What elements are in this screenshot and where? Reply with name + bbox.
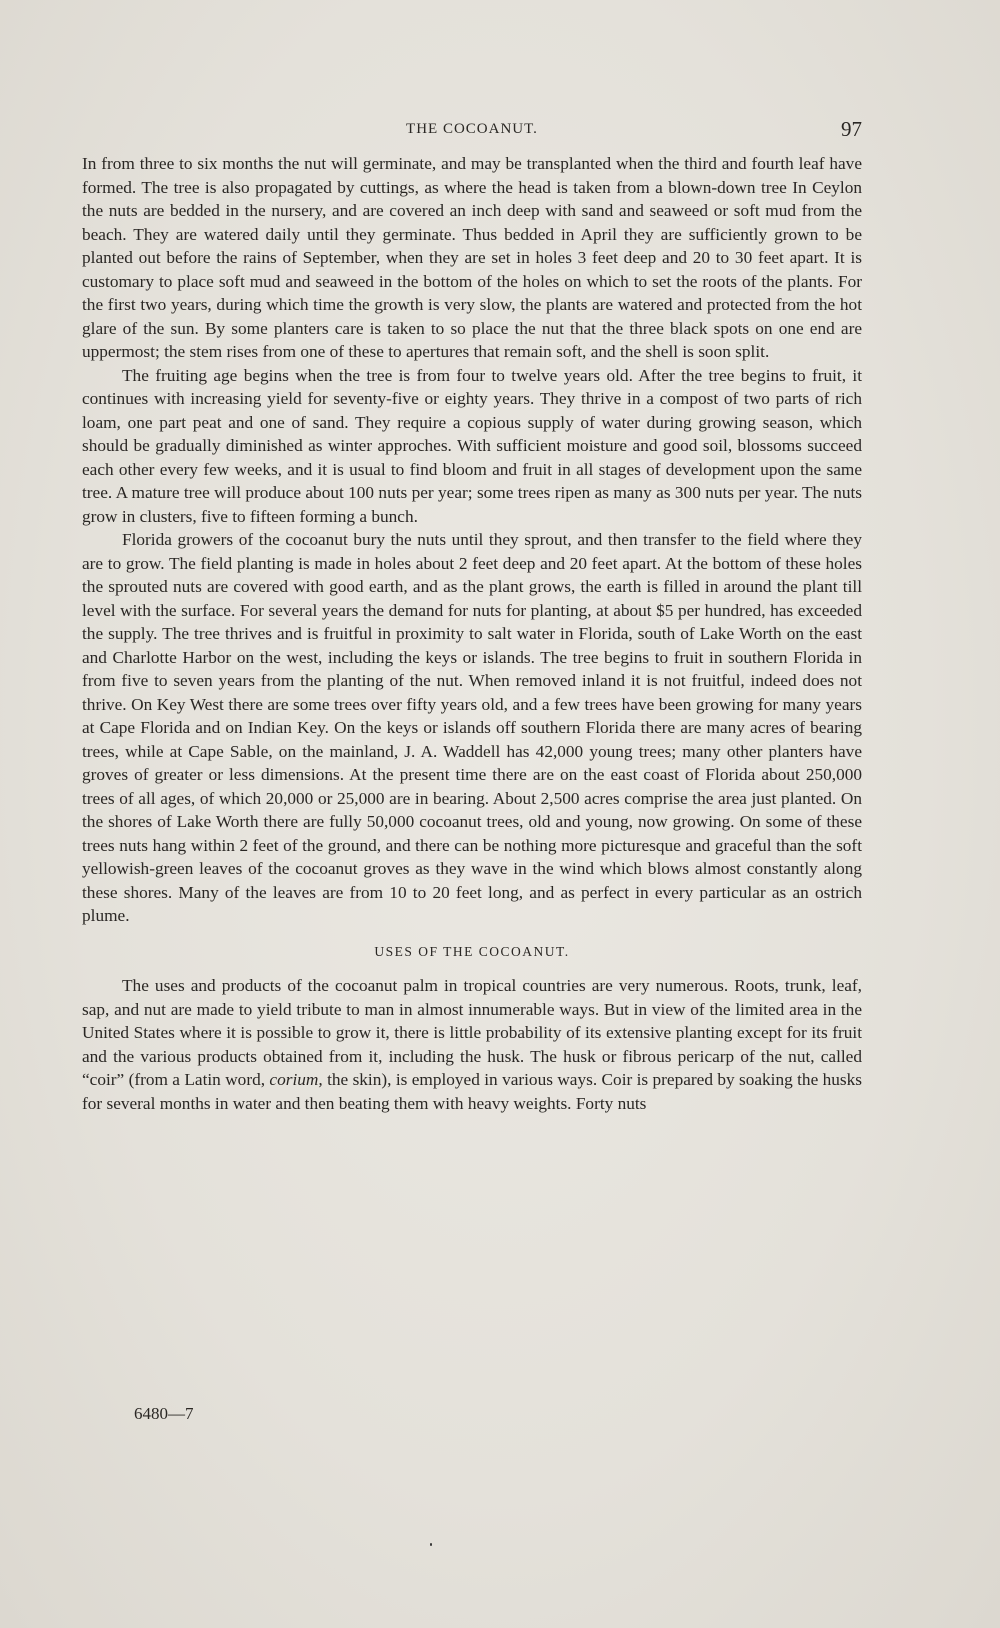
page-number: 97: [841, 117, 862, 141]
running-head: [82, 117, 862, 141]
uses-text-part-1: The uses and products of the cocoanut palm in tropical countries are very numerous. Roots, trunk, leaf, sap, and nut are made to yield tribute to man in almost innumerable ways. But in view of the limited area in the United States where it is possible to grow it, there is little probability of its extensive planting except for its fruit and the various products obtained from it, including the husk. The husk or fibrous pericarp of the nut, called “coir” (from a Latin word,: [82, 976, 862, 1089]
paper-speck: [430, 1543, 432, 1546]
body-text: [82, 152, 862, 1115]
paragraph-florida-growers: Florida growers of the cocoanut bury the nuts until they sprout, and then transfer to the field where they are to grow. The field planting is made in holes about 2 feet deep and 20 feet apart. At the bottom of these holes the sprouted nuts are covered with good earth, and as the plant grows, the earth is filled in around the plant till level with the surface. For several years the demand for nuts for planting, at about $5 per hundred, has exceeded the supply. The tree thrives and is fruitful in proximity to salt water in Florida, south of Lake Worth on the east and Charlotte Harbor on the west, including the keys or islands. The tree begins to fruit in southern Florida in from five to seven years from the planting of the nut. When removed inland it is not fruitful, indeed does not thrive. On Key West there are some trees over fifty years old, and a few trees have been growing for many years at Cape Florida and on Indian Key. On the keys or islands off southern Florida there are many acres of bearing trees, while at Cape Sable, on the mainland, J. A. Waddell has 42,000 young trees; many other planters have groves of greater or less dimensions. At the present time there are on the east coast of Florida about 250,000 trees of all ages, of which 20,000 or 25,000 are in bearing. About 2,500 acres comprise the area just planted. On the shores of Lake Worth there are fully 50,000 cocoanut trees, old and young, now growing. On some of these trees nuts hang within 2 feet of the ground, and there can be nothing more picturesque and graceful than the soft yellowish-green leaves of the cocoanut groves as they wave in the wind which blows almost constantly along these shores. Many of the leaves are from 10 to 20 feet long, and as perfect in every particular as an ostrich plume.: [82, 530, 862, 925]
italic-latin-word: corium,: [269, 1070, 323, 1089]
paragraph-uses: [82, 974, 862, 1115]
running-title: THE COCOANUT.: [406, 121, 538, 137]
uses-text-part-2: the skin), is employed in various ways. Coir is prepared by soaking the husks for several months in water and then beating them with heavy weights. Forty nuts: [82, 1070, 862, 1113]
paragraph-fruiting-age: The fruiting age begins when the tree is from four to twelve years old. After the tree begins to fruit, it continues with increasing yield for seventy-five or eighty years. They thrive in a compost of two parts of rich loam, one part peat and one of sand. They require a copious supply of water during growing season, which should be gradually diminished as winter approches. With sufficient moisture and good soil, blossoms succeed each other every few weeks, and it is usual to find bloom and fruit in all stages of development upon the same tree. A mature tree will produce about 100 nuts per year; some trees ripen as many as 300 nuts per year. The nuts grow in clusters, five to fifteen forming a bunch.: [82, 365, 862, 526]
signature-mark: 6480—7: [134, 1404, 194, 1423]
paragraph-germination: In from three to six months the nut will germinate, and may be transplanted when the third and fourth leaf have formed. The tree is also propagated by cuttings, as where the head is taken from a blown-down tree In Ceylon the nuts are bedded in the nursery, and are covered an inch deep with sand and seaweed or soft mud from the beach. They are watered daily until they germinate. Thus bedded in April they are sufficiently grown to be planted out before the rains of September, when they are set in holes 3 feet deep and 20 to 30 feet apart. It is customary to place soft mud and seaweed in the bottom of the holes on which to set the roots of the plants. For the first two years, during which time the growth is very slow, the plants are watered and protected from the hot glare of the sun. By some planters care is taken to so place the nut that the three black spots on one end are uppermost; the stem rises from one of these to apertures that remain soft, and the shell is soon split.: [82, 154, 862, 361]
section-heading: USES OF THE COCOANUT.: [374, 943, 570, 959]
